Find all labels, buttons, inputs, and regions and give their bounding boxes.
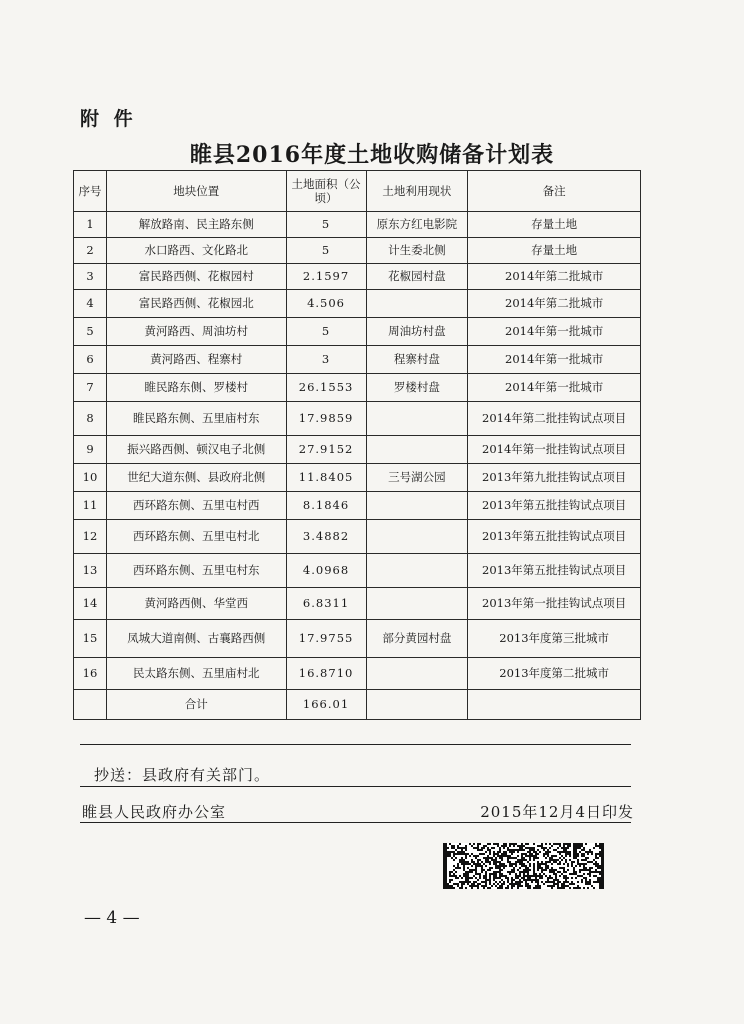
row-location: 黄河路西侧、华堂西 bbox=[106, 588, 286, 620]
row-note: 2014年第二批城市 bbox=[468, 290, 641, 318]
row-current-use: 周油坊村盘 bbox=[366, 318, 468, 346]
total-label: 合计 bbox=[106, 690, 286, 720]
row-number: 5 bbox=[74, 318, 107, 346]
row-number: 16 bbox=[74, 658, 107, 690]
table-row bbox=[74, 238, 641, 264]
row-note: 2014年第一批城市 bbox=[468, 318, 641, 346]
table-row bbox=[74, 374, 641, 402]
row-number: 8 bbox=[74, 402, 107, 436]
page-number: — 4 — bbox=[84, 908, 140, 928]
header-current-use: 土地利用现状 bbox=[366, 171, 468, 212]
row-current-use: 罗楼村盘 bbox=[366, 374, 468, 402]
row-location: 世纪大道东侧、县政府北侧 bbox=[106, 464, 286, 492]
total-row bbox=[74, 690, 641, 720]
row-location: 民太路东侧、五里庙村北 bbox=[106, 658, 286, 690]
row-number: 9 bbox=[74, 436, 107, 464]
row-number: 11 bbox=[74, 492, 107, 520]
row-current-use bbox=[366, 658, 468, 690]
row-number: 1 bbox=[74, 212, 107, 238]
row-current-use: 原东方红电影院 bbox=[366, 212, 468, 238]
row-note: 2013年第九批挂钩试点项目 bbox=[468, 464, 641, 492]
qr-code bbox=[443, 843, 604, 889]
attachment-label: 附 件 bbox=[80, 108, 137, 130]
row-area: 27.9152 bbox=[286, 436, 366, 464]
row-note: 2013年度第二批城市 bbox=[468, 658, 641, 690]
row-location: 水口路西、文化路北 bbox=[106, 238, 286, 264]
row-number: 13 bbox=[74, 554, 107, 588]
row-current-use bbox=[366, 554, 468, 588]
issuing-office: 睢县人民政府办公室 bbox=[82, 803, 227, 821]
divider-middle bbox=[80, 786, 631, 787]
row-location: 西环路东侧、五里屯村西 bbox=[106, 492, 286, 520]
land-reserve-plan-table bbox=[73, 170, 641, 720]
table-header-row bbox=[74, 171, 641, 212]
row-current-use bbox=[366, 492, 468, 520]
table-row bbox=[74, 318, 641, 346]
row-location: 黄河路西、程寨村 bbox=[106, 346, 286, 374]
row-note: 2013年第五批挂钩试点项目 bbox=[468, 554, 641, 588]
table-row bbox=[74, 464, 641, 492]
row-current-use: 程寨村盘 bbox=[366, 346, 468, 374]
row-area: 4.506 bbox=[286, 290, 366, 318]
header-note: 备注 bbox=[468, 171, 641, 212]
row-number: 15 bbox=[74, 620, 107, 658]
row-note: 存量土地 bbox=[468, 238, 641, 264]
table-row bbox=[74, 436, 641, 464]
total-use-cell bbox=[366, 690, 468, 720]
table-body bbox=[74, 212, 641, 690]
row-area: 6.8311 bbox=[286, 588, 366, 620]
table-row bbox=[74, 264, 641, 290]
cc-line: 抄送：县政府有关部门。 bbox=[94, 766, 271, 784]
row-area: 4.0968 bbox=[286, 554, 366, 588]
row-current-use bbox=[366, 290, 468, 318]
header-no: 序号 bbox=[74, 171, 107, 212]
row-number: 7 bbox=[74, 374, 107, 402]
row-number: 14 bbox=[74, 588, 107, 620]
row-location: 睢民路东侧、罗楼村 bbox=[106, 374, 286, 402]
row-number: 4 bbox=[74, 290, 107, 318]
total-area: 166.01 bbox=[286, 690, 366, 720]
row-note: 2014年第一批挂钩试点项目 bbox=[468, 436, 641, 464]
row-location: 解放路南、民主路东侧 bbox=[106, 212, 286, 238]
row-location: 西环路东侧、五里屯村东 bbox=[106, 554, 286, 588]
row-note: 2014年第一批城市 bbox=[468, 374, 641, 402]
total-note-cell bbox=[468, 690, 641, 720]
table-row bbox=[74, 658, 641, 690]
row-current-use bbox=[366, 402, 468, 436]
header-area: 土地面积（公顷） bbox=[286, 171, 366, 212]
row-location: 富民路西侧、花椒园村 bbox=[106, 264, 286, 290]
row-current-use bbox=[366, 520, 468, 554]
row-current-use: 部分黄园村盘 bbox=[366, 620, 468, 658]
row-note: 2013年度第三批城市 bbox=[468, 620, 641, 658]
row-current-use: 花椒园村盘 bbox=[366, 264, 468, 290]
row-number: 10 bbox=[74, 464, 107, 492]
row-number: 12 bbox=[74, 520, 107, 554]
row-note: 2013年第五批挂钩试点项目 bbox=[468, 492, 641, 520]
row-location: 富民路西侧、花椒园北 bbox=[106, 290, 286, 318]
row-area: 26.1553 bbox=[286, 374, 366, 402]
issue-date: 2015年12月4日印发 bbox=[480, 803, 634, 821]
divider-top bbox=[80, 744, 631, 745]
row-location: 睢民路东侧、五里庙村东 bbox=[106, 402, 286, 436]
total-no-cell bbox=[74, 690, 107, 720]
table-row bbox=[74, 402, 641, 436]
row-area: 8.1846 bbox=[286, 492, 366, 520]
row-note: 2014年第一批城市 bbox=[468, 346, 641, 374]
table-row bbox=[74, 520, 641, 554]
row-area: 17.9755 bbox=[286, 620, 366, 658]
divider-bottom bbox=[80, 822, 631, 823]
row-note: 2014年第二批挂钩试点项目 bbox=[468, 402, 641, 436]
table-row bbox=[74, 554, 641, 588]
row-area: 5 bbox=[286, 212, 366, 238]
row-number: 3 bbox=[74, 264, 107, 290]
header-location: 地块位置 bbox=[106, 171, 286, 212]
row-current-use: 计生委北侧 bbox=[366, 238, 468, 264]
row-number: 6 bbox=[74, 346, 107, 374]
row-note: 2013年第五批挂钩试点项目 bbox=[468, 520, 641, 554]
table-row bbox=[74, 290, 641, 318]
row-current-use bbox=[366, 436, 468, 464]
row-area: 17.9859 bbox=[286, 402, 366, 436]
row-note: 2014年第二批城市 bbox=[468, 264, 641, 290]
row-location: 黄河路西、周油坊村 bbox=[106, 318, 286, 346]
row-note: 2013年第一批挂钩试点项目 bbox=[468, 588, 641, 620]
row-location: 西环路东侧、五里屯村北 bbox=[106, 520, 286, 554]
row-area: 5 bbox=[286, 238, 366, 264]
table-row bbox=[74, 588, 641, 620]
row-area: 11.8405 bbox=[286, 464, 366, 492]
row-area: 5 bbox=[286, 318, 366, 346]
table-row bbox=[74, 212, 641, 238]
row-area: 16.8710 bbox=[286, 658, 366, 690]
table-row bbox=[74, 346, 641, 374]
row-location: 振兴路西侧、顿汉电子北侧 bbox=[106, 436, 286, 464]
table-row bbox=[74, 620, 641, 658]
row-note: 存量土地 bbox=[468, 212, 641, 238]
row-location: 凤城大道南侧、古襄路西侧 bbox=[106, 620, 286, 658]
row-area: 2.1597 bbox=[286, 264, 366, 290]
row-area: 3.4882 bbox=[286, 520, 366, 554]
row-current-use: 三号湖公园 bbox=[366, 464, 468, 492]
row-number: 2 bbox=[74, 238, 107, 264]
document-title: 睢县2016年度土地收购储备计划表 bbox=[189, 142, 555, 168]
row-area: 3 bbox=[286, 346, 366, 374]
row-current-use bbox=[366, 588, 468, 620]
table-row bbox=[74, 492, 641, 520]
